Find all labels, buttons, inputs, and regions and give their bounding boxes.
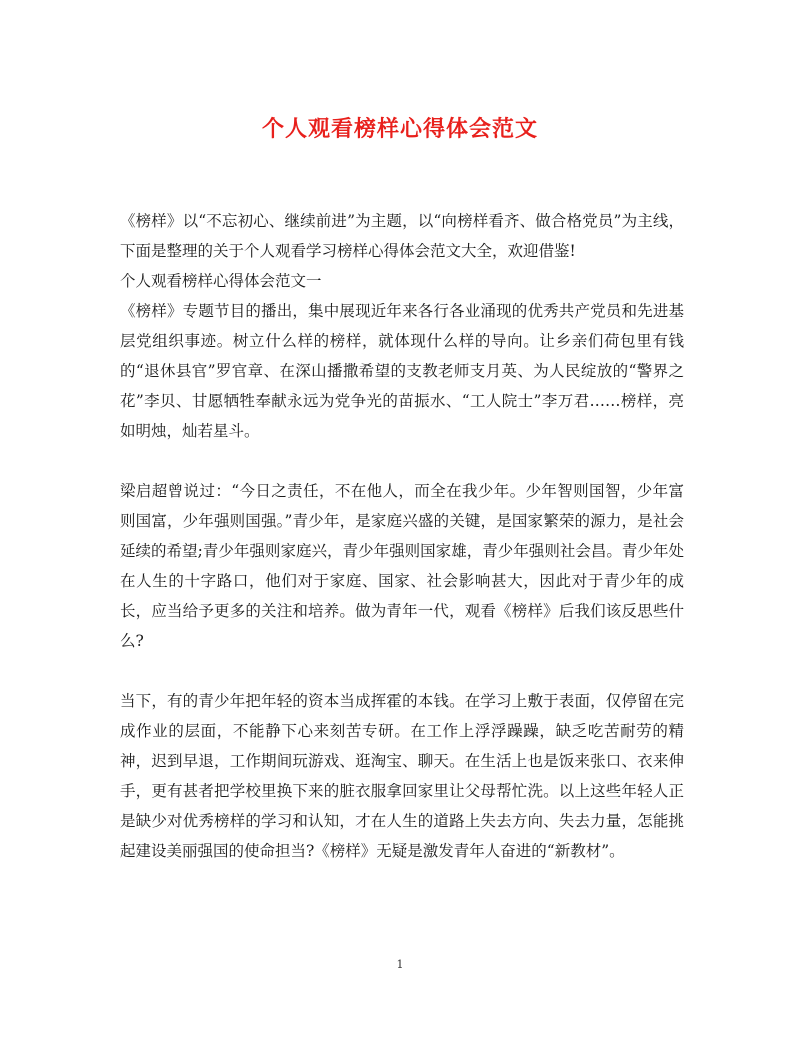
document-title: 个人观看榜样心得体会范文 [261, 116, 538, 142]
intro-paragraph: 《榜样》以“不忘初心、继续前进”为主题，以“向榜样看齐、做合格党员”为主线，下面是整理的关于个人观看学习榜样心得体会范文大全，欢迎借鉴! [120, 212, 684, 260]
section-heading: 个人观看榜样心得体会范文一 [120, 272, 322, 290]
body-paragraph-2: 梁启超曾说过：“今日之责任，不在他人，而全在我少年。少年智则国智，少年富则国富，少年强则国强。”青少年，是家庭兴盛的关键，是国家繁荣的源力，是社会延续的希望;青少年强则家庭兴，青少年强则国家雄，青少年强则社会昌。青少年处在人生的十字路口，他们对于家庭、国家、社会影响甚大，因此对于青少年的成长，应当给予更多的关注和培养。做为青年一代，观看《榜样》后我们该反思些什么? [120, 482, 684, 650]
body-paragraph-3: 当下，有的青少年把年轻的资本当成挥霍的本钱。在学习上敷于表面，仅停留在完成作业的层面，不能静下心来刻苦专研。在工作上浮浮躁躁，缺乏吃苦耐劳的精神，迟到早退，工作期间玩游戏、逛淘宝、聊天。在生活上也是饭来张口、衣来伸手，更有甚者把学校里换下来的脏衣服拿回家里让父母帮忙洗。以上这些年轻人正是缺少对优秀榜样的学习和认知，才在人生的道路上失去方向、失去力量，怎能挑起建设美丽强国的使命担当?《榜样》无疑是激发青年人奋进的“新教材”。 [120, 692, 684, 860]
paragraph-gap [120, 446, 684, 476]
body-paragraph-1: 《榜样》专题节目的播出，集中展现近年来各行各业涌现的优秀共产党员和先进基层党组织事迹。树立什么样的榜样，就体现什么样的导向。让乡亲们荷包里有钱的“退休县官”罗官章、在深山播撒希望的支教老师支月英、为人民绽放的“警界之花”李贝、甘愿牺牲奉献永远为党争光的苗振水、“工人院士”李万君……榜样，亮如明烛，灿若星斗。 [120, 302, 684, 440]
paragraph-gap [120, 656, 684, 686]
page-number: 1 [396, 958, 404, 971]
document-body [120, 206, 684, 866]
